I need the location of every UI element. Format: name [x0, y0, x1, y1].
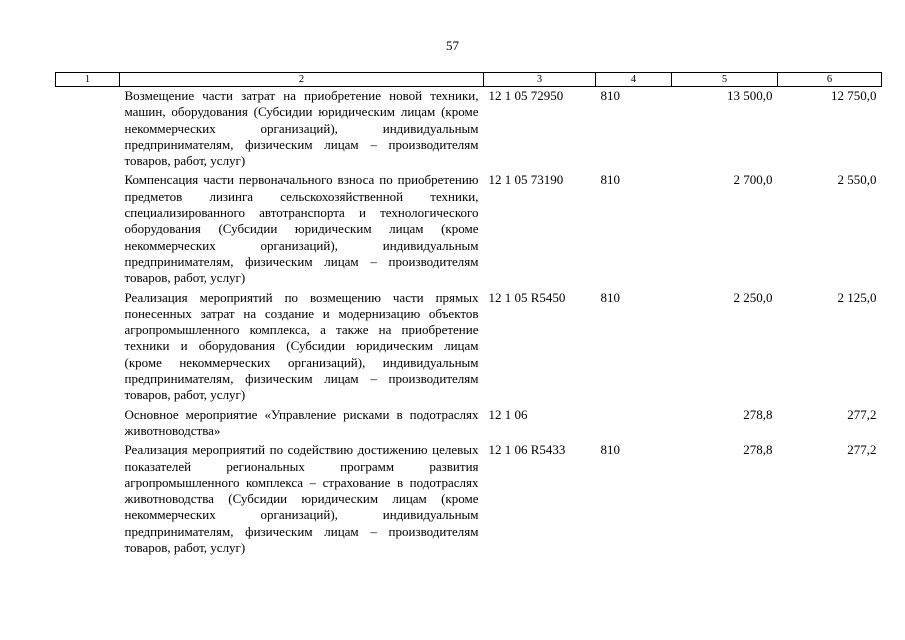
- row-value-1: 278,8: [743, 406, 773, 422]
- column-header-3: 3: [484, 73, 596, 87]
- row-value-1: 278,8: [743, 442, 773, 458]
- row-value-2: 277,2: [847, 442, 877, 458]
- row-code: 12 1 06: [488, 406, 528, 422]
- row-value-2: 277,2: [847, 406, 877, 422]
- row-empty-cell: [56, 289, 120, 406]
- row-value-1: 2 250,0: [733, 289, 773, 305]
- row-name: Реализация мероприятий по содействию достижению целевых показателей региональных программ развития агропромышленного комплекса – страхование в подотраслях животноводства (Субсидии юридическим лицам (кроме некоммерческих организаций), индивидуальным предпринимателям, физическим лицам – производителям товаров, работ, услуг): [124, 442, 479, 556]
- row-type: 810: [600, 442, 620, 458]
- column-header-2: 2: [120, 73, 484, 87]
- row-code: 12 1 05 73190: [488, 172, 564, 188]
- budget-table: [55, 72, 882, 558]
- page-number: 57: [446, 38, 459, 53]
- column-header-6: 6: [778, 73, 882, 87]
- row-code: 12 1 05 R5450: [488, 289, 566, 305]
- column-header-5: 5: [672, 73, 778, 87]
- row-value-1: 13 500,0: [727, 88, 773, 103]
- table-row: [56, 441, 882, 558]
- row-name: Реализация мероприятий по возмещению части прямых понесенных затрат на создание и модернизацию объектов агропромышленного комплекса, а также на приобретение техники и оборудования (Субсидии юридическим лицам (кроме некоммерческих организаций), индивидуальным предпринимателям, физическим лицам – производителям товаров, работ, услуг): [124, 289, 479, 403]
- row-name: Возмещение части затрат на приобретение новой техники, машин, оборудования (Субсидии юридическим лицам (кроме некоммерческих организаций), индивидуальным предпринимателям, физическим лицам – производителям товаров, работ, услуг): [124, 88, 479, 169]
- row-type: 810: [600, 289, 620, 305]
- column-header-4: 4: [596, 73, 672, 87]
- row-value-1: 2 700,0: [733, 172, 773, 188]
- row-type: 810: [600, 88, 620, 103]
- table-row: [56, 406, 882, 442]
- row-type: [596, 406, 672, 442]
- row-value-2: 2 550,0: [837, 172, 877, 188]
- row-value-2: 12 750,0: [831, 88, 877, 103]
- row-empty-cell: [56, 406, 120, 442]
- table-row: [56, 289, 882, 406]
- row-name: Основное мероприятие «Управление рисками в подотраслях животноводства»: [124, 406, 479, 438]
- table-row: [56, 87, 882, 172]
- row-code: 12 1 06 R5433: [488, 442, 566, 458]
- row-type: 810: [600, 172, 620, 188]
- row-empty-cell: [56, 441, 120, 558]
- row-name: Компенсация части первоначального взноса по приобретению предметов лизинга сельскохозяйственной техники, специализированного автотранспорта и технологического оборудования (Субсидии юридическим лицам (кроме некоммерческих организаций), индивидуальным предпринимателям, физическим лицам – производителям товаров, работ, услуг): [124, 172, 479, 286]
- row-code: 12 1 05 72950: [488, 88, 564, 103]
- table-row: [56, 171, 882, 288]
- row-value-2: 2 125,0: [837, 289, 877, 305]
- column-header-1: 1: [56, 73, 120, 87]
- row-empty-cell: [56, 171, 120, 288]
- column-number-row: [56, 73, 882, 87]
- row-empty-cell: [56, 87, 120, 172]
